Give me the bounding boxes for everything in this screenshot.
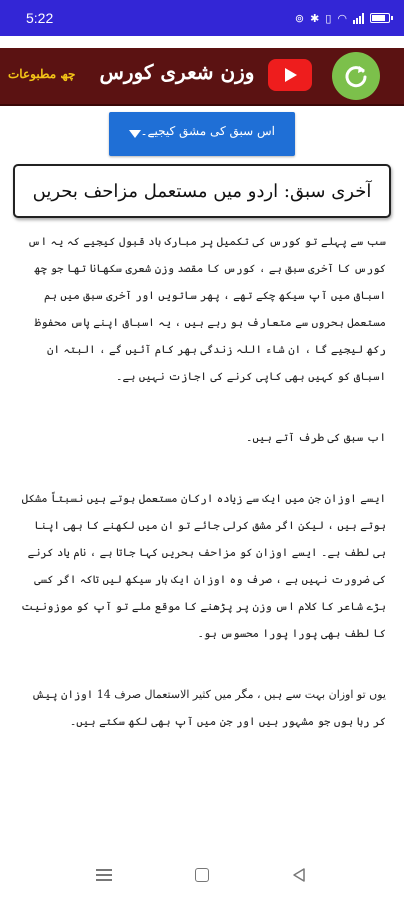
status-icons <box>295 12 390 25</box>
content-fade <box>0 820 404 850</box>
practice-dropdown-button[interactable] <box>109 112 295 156</box>
wifi-icon: ◠ <box>337 11 347 25</box>
lesson-paragraph: سب سے پہلے تو کورس کی تکمیل پر مبارک باد قبول کیجیے کہ یہ اس کورس کا آخری سبق ہے ، کورس کا مقصد وزنِ شعری سکھانا تھا جو چھ اسباق میں آپ سیکھ چکے تھے ، پھر ساتویں اور آخری سبق میں ہم مستعمل بحروں سے متعارف ہو رہے ہیں ، یہ اسباق اپنے پاس محفوظ رکھ لیجیے گا ، ان شاء اللہ زندگی بھر کام آئیں گے ، البتہ ان اسباق کو کہیں بھی کاپی کرنے کی اجازت نہیں ہے۔ <box>27 235 386 383</box>
home-icon[interactable] <box>195 868 209 882</box>
lesson-paragraph: یوں تو اوزان بہت سے ہیں ، مگر میں کثیر الاستعمال صرف 14 اوزان پیش کر رہا ہوں جو مشہور ہیں اور جن میں آپ بھی لکھ سکتے ہیں۔ <box>31 688 386 728</box>
app-title: وزن شعری کورس <box>99 60 255 84</box>
brand-label: چھ مطبوعات <box>8 67 76 81</box>
lesson-content[interactable] <box>20 228 386 848</box>
lesson-title-box <box>13 164 391 218</box>
back-icon[interactable] <box>292 867 306 883</box>
bluetooth-icon: ✱ <box>310 11 320 25</box>
lesson-paragraph: اب سبق کی طرف آتے ہیں۔ <box>246 431 386 444</box>
recent-apps-icon[interactable] <box>96 869 112 881</box>
app-header <box>0 48 404 106</box>
refresh-button[interactable] <box>332 52 380 100</box>
chevron-down-icon <box>129 130 141 138</box>
lesson-paragraph: ایسے اوزان جن میں ایک سے زیادہ ارکان مستعمل ہوتے ہیں نسبتاً مشکل ہوتے ہیں ، لیکن اگر مشق کرلی جائے تو ان میں لکھنے کا بھی اپنا ہی لطف ہے۔ ایسے اوزان کو مزاحف بحریں کہا جاتا ہے ، نام یاد کرنے کی ضرورت نہیں ہے ، صرف وہ اوزان ایک بار سیکھ لیں تاکہ اگر کسی بڑے شاعر کا کلام اس وزن پر پڑھنے کا موقع ملے تو آپ کو موزونیت کا لطف بھی پورا پورا محسوس ہو۔ <box>21 492 386 640</box>
status-bar <box>0 0 404 36</box>
status-time: 5:22 <box>26 10 54 26</box>
vibrate-icon: ▯ <box>325 11 332 25</box>
practice-label: اس سبق کی مشق کیجیے۔ <box>140 124 275 138</box>
signal-icon <box>353 13 364 24</box>
refresh-icon <box>342 62 370 90</box>
nfc-icon: ⊚ <box>294 11 305 25</box>
youtube-button[interactable] <box>268 59 312 91</box>
play-icon <box>285 68 297 82</box>
battery-icon <box>370 13 390 23</box>
lesson-title: آخری سبق: اردو میں مستعمل مزاحف بحریں <box>32 180 372 202</box>
navigation-bar <box>0 850 404 900</box>
